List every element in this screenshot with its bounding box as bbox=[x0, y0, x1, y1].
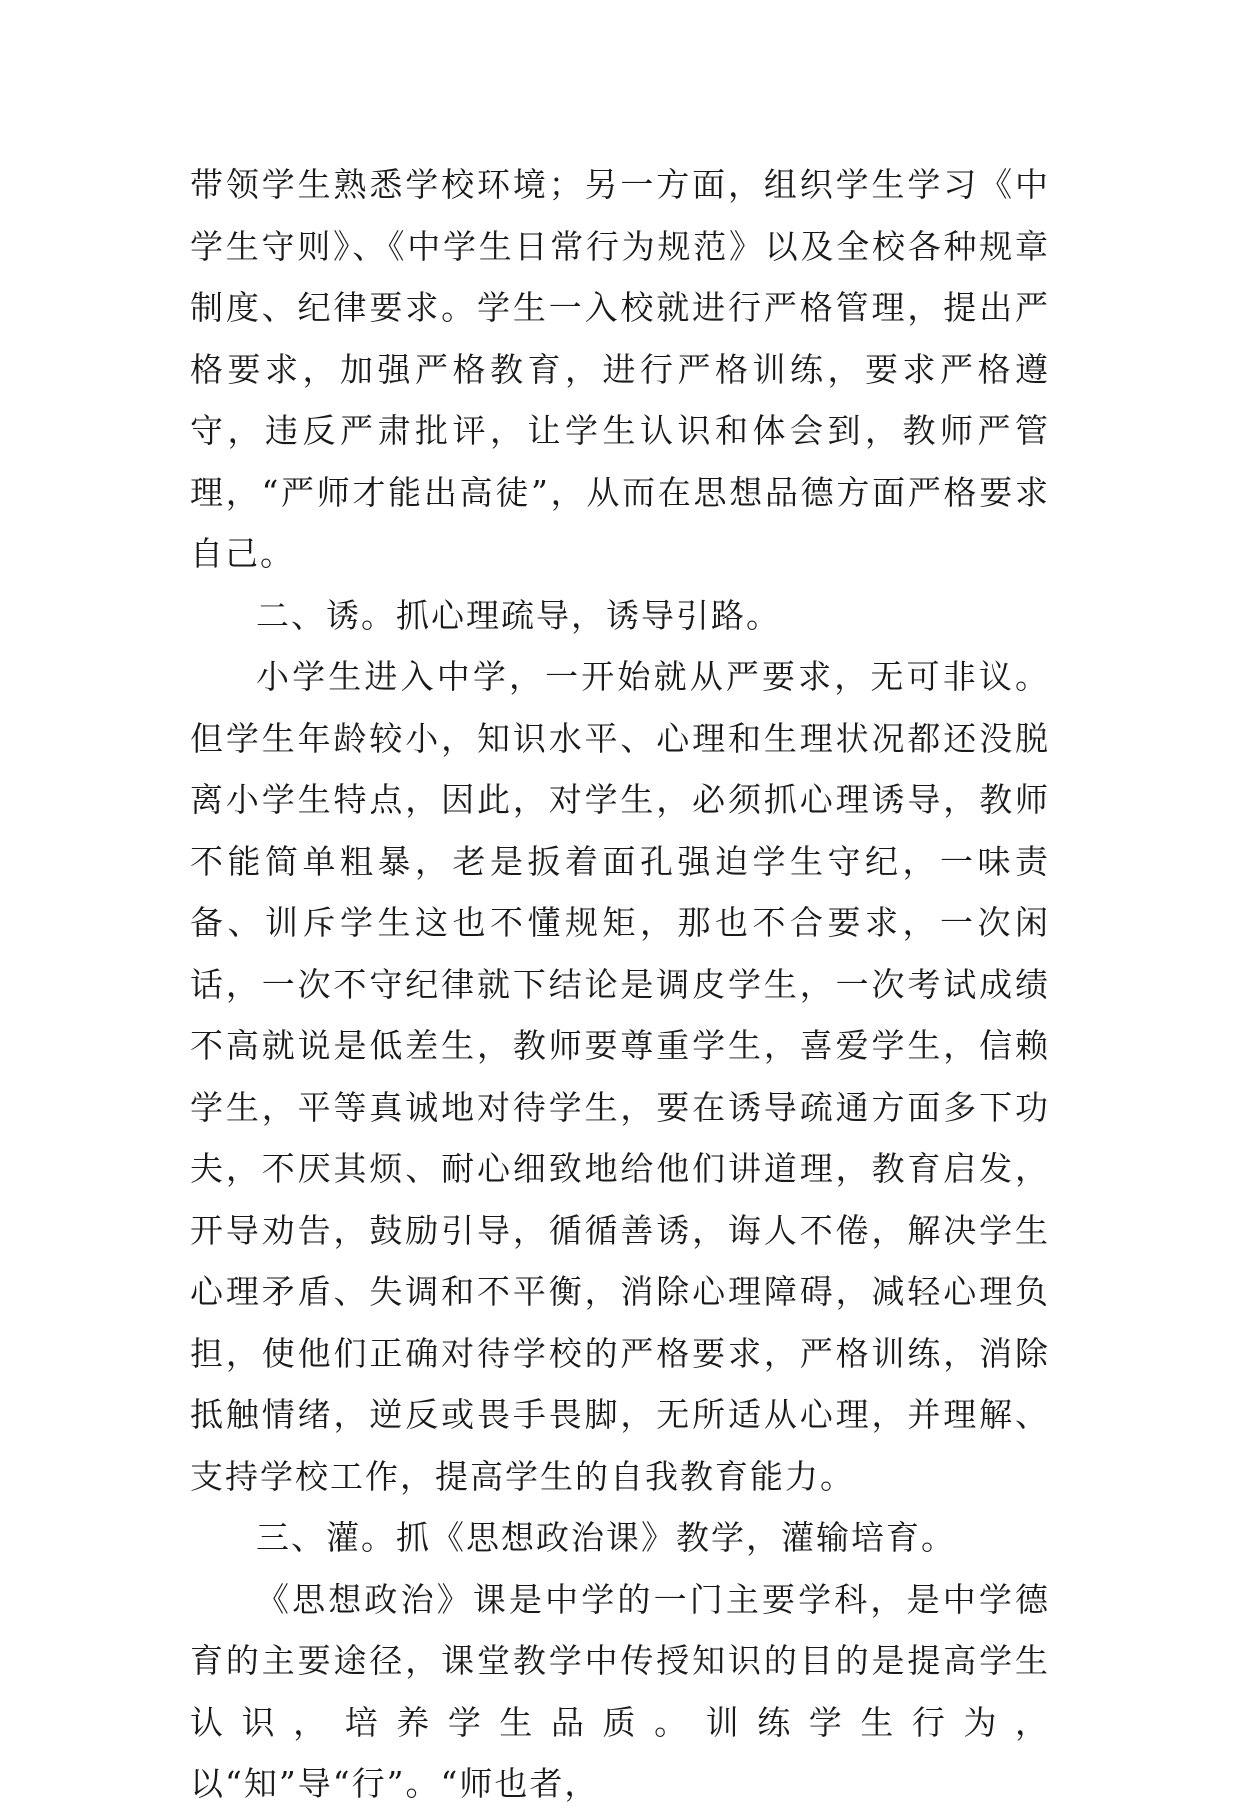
section-heading-three: 三、灌。抓《思想政治课》教学，灌输培育。 bbox=[256, 1518, 956, 1557]
document-body bbox=[190, 154, 1050, 1815]
paragraph-politics-course: 《思想政治》课是中学的一门主要学科，是中学德育的主要途径，课堂教学中传授知识的目的是提高学生认识，培养学生品质。训练学生行为，以“知”导“行”。“师也者， bbox=[190, 1579, 1050, 1803]
paragraph-psychological-guidance: 小学生进入中学，一开始就从严要求，无可非议。但学生年龄较小，知识水平、心理和生理状况都还没脱离小学生特点，因此，对学生，必须抓心理诱导，教师不能简单粗暴，老是扳着面孔强迫学生守纪，一味责备、训斥学生这也不懂规矩，那也不合要求，一次闲话，一次不守纪律就下结论是调皮学生，一次考试成绩不高就说是低差生，教师要尊重学生，喜爱学生，信赖学生，平等真诚地对待学生，要在诱导疏通方面多下功夫，不厌其烦、耐心细致地给他们讲道理，教育启发，开导劝告，鼓励引导，循循善诱，诲人不倦，解决学生心理矛盾、失调和不平衡，消除心理障碍，减轻心理负担，使他们正确对待学校的严格要求，严格训练，消除抵触情绪，逆反或畏手畏脚，无所适从心理，并理解、支持学校工作，提高学生的自我教育能力。 bbox=[190, 657, 1050, 1496]
paragraph-continuation: 带领学生熟悉学校环境；另一方面，组织学生学习《中学生守则》、《中学生日常行为规范》以及全校各种规章制度、纪律要求。学生一入校就进行严格管理，提出严格要求，加强严格教育，进行严格训练，要求严格遵守，违反严肃批评，让学生认识和体会到，教师严管理，“严师才能出高徒”，从而在思想品德方面严格要求自己。 bbox=[190, 165, 1050, 573]
section-heading-two: 二、诱。抓心理疏导，诱导引路。 bbox=[256, 595, 781, 635]
